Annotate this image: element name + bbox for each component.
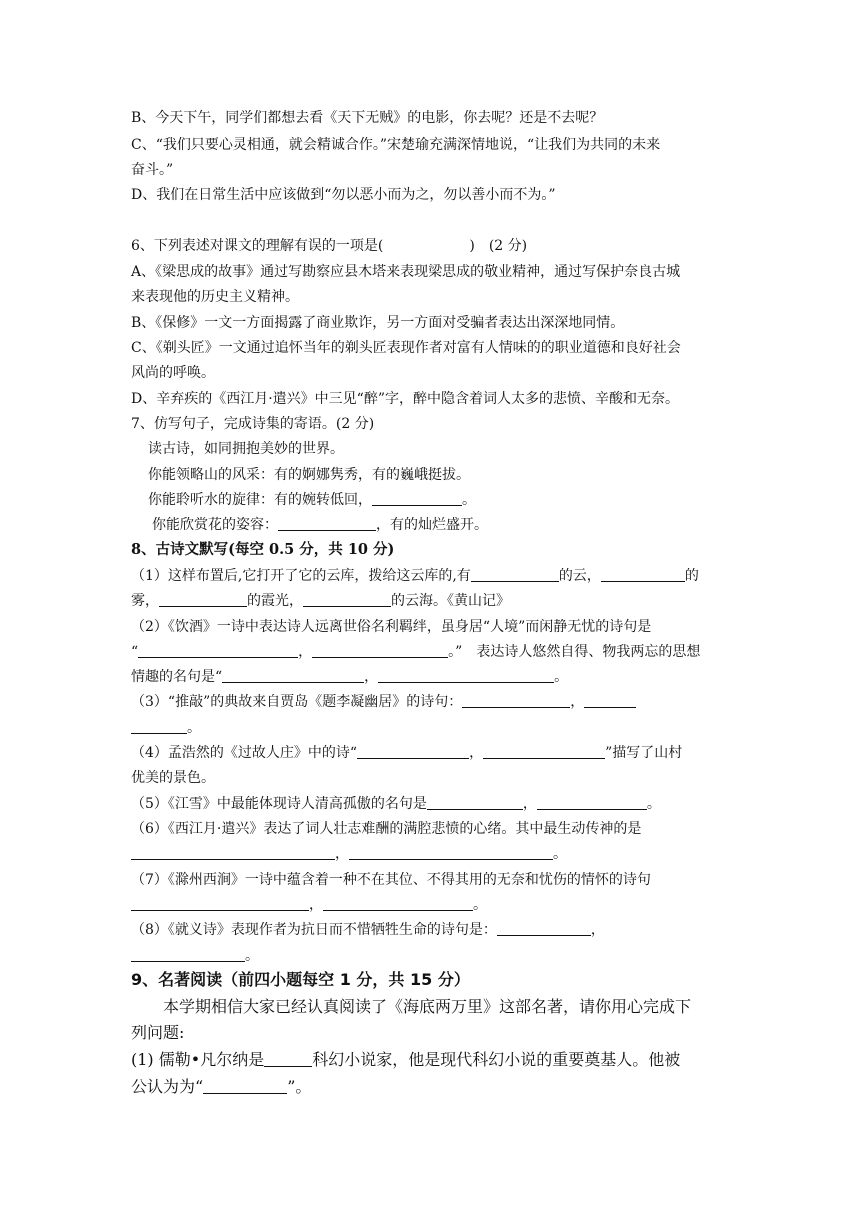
q8-1-text-4: 雾， <box>131 593 159 609</box>
option-c-line1: C、“我们只要心灵相通，就会精诚合作。”宋楚瑜充满深情地说，“让我们为共同的未来 <box>131 137 661 153</box>
q8-1-text-6: 的云海。《黄山记》 <box>391 593 510 609</box>
q8-1-text-3: 的 <box>684 568 699 584</box>
q8-2-text-3: 。” 表达诗人悠然自得、物我两忘的思想 <box>448 644 701 660</box>
q8-3-text-2: ， <box>570 694 585 710</box>
q8-3-line2 <box>131 718 731 738</box>
q8-4-blank-1[interactable] <box>357 743 469 759</box>
q9-1-text: (1) 儒勒•凡尔纳是 <box>131 1050 265 1069</box>
question-6 <box>131 236 731 256</box>
question-6-option-c-line1: C、《剃头匠》一文通过追怀当年的剃头匠表现作者对富有人情味的的职业道德和良好社会 <box>131 340 681 356</box>
q8-8-text: （8）《就义诗》表现作者为抗日而不惜牺牲生命的诗句是： <box>131 922 497 938</box>
q8-5-blank-2[interactable] <box>537 794 647 810</box>
q9-1-blank-2[interactable] <box>203 1078 287 1094</box>
q8-7-text: ， <box>309 897 323 913</box>
q8-2-text-5: ， <box>364 669 379 685</box>
q7-line4-end: ，有的灿烂盛开。 <box>376 517 488 533</box>
q8-2-text-4: 情趣的名句是“ <box>131 669 223 685</box>
q8-3-text-3: 。 <box>187 720 201 736</box>
q8-2-blank-3[interactable] <box>222 667 364 683</box>
q8-6-blank-1[interactable] <box>131 844 335 860</box>
q7-blank-2[interactable] <box>278 515 376 531</box>
q8-6-text: ， <box>335 846 349 862</box>
question-7-line4 <box>152 515 752 535</box>
q8-8-text-2: ， <box>590 922 605 938</box>
option-b: B、今天下午，同学们都想去看《天下无贼》的电影，你去呢？还是不去呢？ <box>131 110 604 126</box>
q7-line3-end: 。 <box>462 492 476 508</box>
q8-2-line2 <box>131 642 731 662</box>
q8-1-blank-2[interactable] <box>601 566 685 582</box>
q8-1-text-2: 的云， <box>558 568 601 584</box>
q8-8-blank-1[interactable] <box>497 920 591 936</box>
question-6-option-d: D、辛弃疾的《西江月·遣兴》中三见“醉”字，醉中隐含着词人太多的悲愤、辛酸和无奈。 <box>131 391 679 407</box>
q8-4-line1 <box>131 743 731 763</box>
q8-5-text: （5）《江雪》中最能体现诗人清高孤傲的名句是 <box>131 796 427 812</box>
q8-1-text: （1）这样布置后,它打开了它的云库，拨给这云库的,有 <box>131 568 471 584</box>
q8-8-line2 <box>131 946 731 966</box>
q8-7-text-2: 。 <box>473 897 487 913</box>
question-7-line2: 你能领略山的风采：有的婀娜隽秀，有的巍峨挺拔。 <box>148 467 470 483</box>
q8-2-text: “ <box>131 644 139 660</box>
q8-5-text-2: ， <box>522 796 537 812</box>
q8-3-line1 <box>131 692 731 712</box>
q8-6-text-2: 。 <box>553 846 567 862</box>
question-6-option-b: B、《保修》一文一方面揭露了商业欺诈，另一方面对受骗者表达出深深地同情。 <box>131 315 625 331</box>
q8-1-line1 <box>131 566 731 586</box>
q8-1-blank-1[interactable] <box>471 566 559 582</box>
q7-line3-text: 你能聆听水的旋律：有的婉转低回， <box>148 492 372 508</box>
q8-8-blank-2[interactable] <box>131 946 245 962</box>
q8-6-blank-2[interactable] <box>349 844 553 860</box>
question-6-option-c-line2: 风尚的呼唤。 <box>131 365 215 381</box>
q8-8-text-3: 。 <box>245 948 259 964</box>
question-6-option-a-line2: 来表现他的历史主义精神。 <box>131 289 299 305</box>
q8-7-blank-1[interactable] <box>131 895 309 911</box>
q8-7-line1: （7）《滁州西涧》一诗中蕴含着一种不在其位、不得其用的无奈和忧伤的情怀的诗句 <box>131 872 651 888</box>
q8-2-text-2: ， <box>298 644 313 660</box>
q8-7-blank-2[interactable] <box>323 895 473 911</box>
question-7-line3 <box>148 490 748 510</box>
q8-1-line2 <box>131 591 731 611</box>
q8-4-text: （4）孟浩然的《过故人庄》中的诗“ <box>131 745 358 761</box>
q8-4-line2: 优美的景色。 <box>131 770 215 786</box>
q7-blank-1[interactable] <box>372 490 462 506</box>
q7-line4-text: 你能欣赏花的姿容： <box>152 517 278 533</box>
q8-2-blank-4[interactable] <box>378 667 554 683</box>
q8-2-blank-2[interactable] <box>312 642 448 658</box>
q8-4-text-3: ”描写了山村 <box>605 745 683 761</box>
q8-5-text-3: 。 <box>646 796 661 812</box>
q9-1-text-2: 科幻小说家，他是现代科幻小说的重要奠基人。他被 <box>312 1050 681 1069</box>
question-6-score: ) (2 分) <box>469 238 528 254</box>
answer-paren-space[interactable] <box>383 237 469 252</box>
q9-1-blank-1[interactable] <box>264 1051 312 1067</box>
question-9-intro-line2: 列问题: <box>131 1023 185 1042</box>
q8-2-text-6: 。 <box>554 669 569 685</box>
q8-2-line3 <box>131 667 731 687</box>
q9-1-text-4: ”。 <box>287 1077 312 1096</box>
q8-6-line2 <box>131 844 731 864</box>
q8-7-line2 <box>131 895 731 915</box>
q8-3-blank-2b[interactable] <box>131 718 187 734</box>
question-8-heading: 8、古诗文默写(每空 0.5 分，共 10 分) <box>131 541 395 558</box>
question-9-1-line1 <box>131 1049 731 1071</box>
q8-1-text-5: 的霞光， <box>247 593 303 609</box>
question-9-heading: 9、名著阅读（前四小题每空 1 分，共 15 分） <box>131 970 470 989</box>
question-7: 7、仿写句子，完成诗集的寄语。(2 分) <box>131 416 375 432</box>
q8-5-blank-1[interactable] <box>427 794 523 810</box>
q9-1-text-3: 公认为为“ <box>131 1077 204 1096</box>
q8-4-text-2: ， <box>469 745 484 761</box>
question-6-option-a-line1: A、《梁思成的故事》通过写勘察应县木塔来表现梁思成的敬业精神，通过写保护奈良古城 <box>131 264 681 280</box>
q8-3-blank-1[interactable] <box>462 692 570 708</box>
q8-6-line1: （6）《西江月·遣兴》表达了词人壮志难酬的满腔悲愤的心绪。其中最生动传神的是 <box>131 821 642 837</box>
q8-4-blank-2[interactable] <box>483 743 605 759</box>
option-c-line2: 奋斗。” <box>131 162 174 178</box>
q8-1-blank-3[interactable] <box>159 591 247 607</box>
q8-2-blank-1[interactable] <box>138 642 298 658</box>
q8-8-line1 <box>131 920 731 940</box>
q8-2-line1: （2）《饮酒》一诗中表达诗人远离世俗名利羁绊，虽身居“人境”而闲静无忧的诗句是 <box>131 619 652 635</box>
q8-1-blank-4[interactable] <box>303 591 391 607</box>
q8-3-blank-2a[interactable] <box>584 692 636 708</box>
question-7-line1: 读古诗，如同拥抱美妙的世界。 <box>148 441 344 457</box>
question-9-1-line2 <box>131 1076 731 1098</box>
q8-3-text: （3）“推敲”的典故来自贾岛《题李凝幽居》的诗句： <box>131 694 463 710</box>
option-d: D、我们在日常生活中应该做到“勿以恶小而为之，勿以善小而不为。” <box>131 187 556 203</box>
question-6-stem: 6、下列表述对课文的理解有误的一项是( <box>131 238 384 254</box>
q8-5-line <box>131 794 731 814</box>
question-9-intro-line1: 本学期相信大家已经认真阅读了《海底两万里》这部名著，请你用心完成下 <box>163 997 692 1016</box>
